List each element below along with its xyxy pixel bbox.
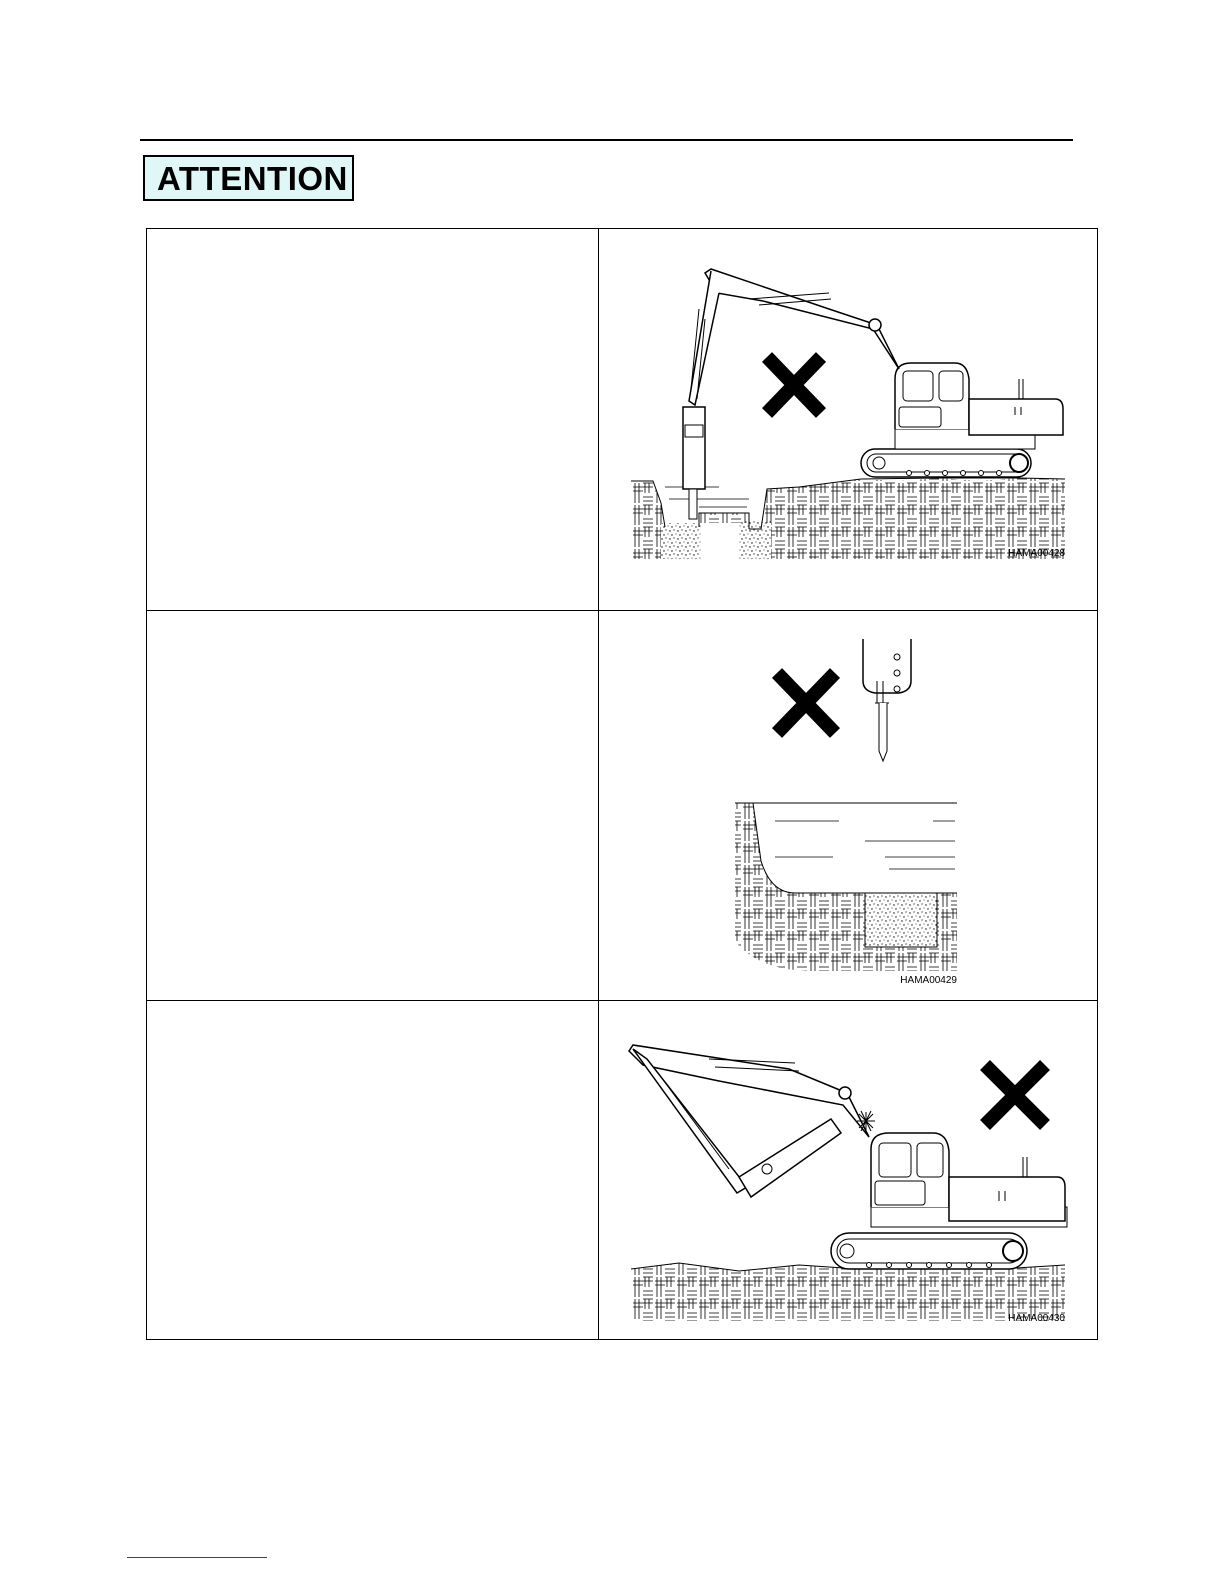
text-cell <box>147 611 599 1001</box>
table-row <box>147 1001 1098 1340</box>
figure-cell <box>599 1001 1098 1340</box>
warning-table <box>146 228 1098 1340</box>
text-cell <box>147 229 599 611</box>
figure-code: HAMA00430 <box>1008 1313 1065 1324</box>
table-row <box>147 611 1098 1001</box>
text-cell <box>147 1001 599 1340</box>
excavator-breaker-folded-impact-illustration <box>599 1001 1097 1339</box>
header-rule <box>140 139 1073 141</box>
figure-cell <box>599 611 1098 1001</box>
table-row <box>147 229 1098 611</box>
figure-code: HAMA00429 <box>900 975 957 986</box>
breaker-above-excavated-pit-illustration <box>599 611 1097 1000</box>
figure-code: HAMA00428 <box>1008 548 1065 559</box>
excavator-breaker-digging-pit-illustration <box>599 229 1097 610</box>
footnote-rule <box>127 1557 267 1558</box>
figure-cell <box>599 229 1098 611</box>
attention-label: ATTENTION <box>143 155 354 201</box>
